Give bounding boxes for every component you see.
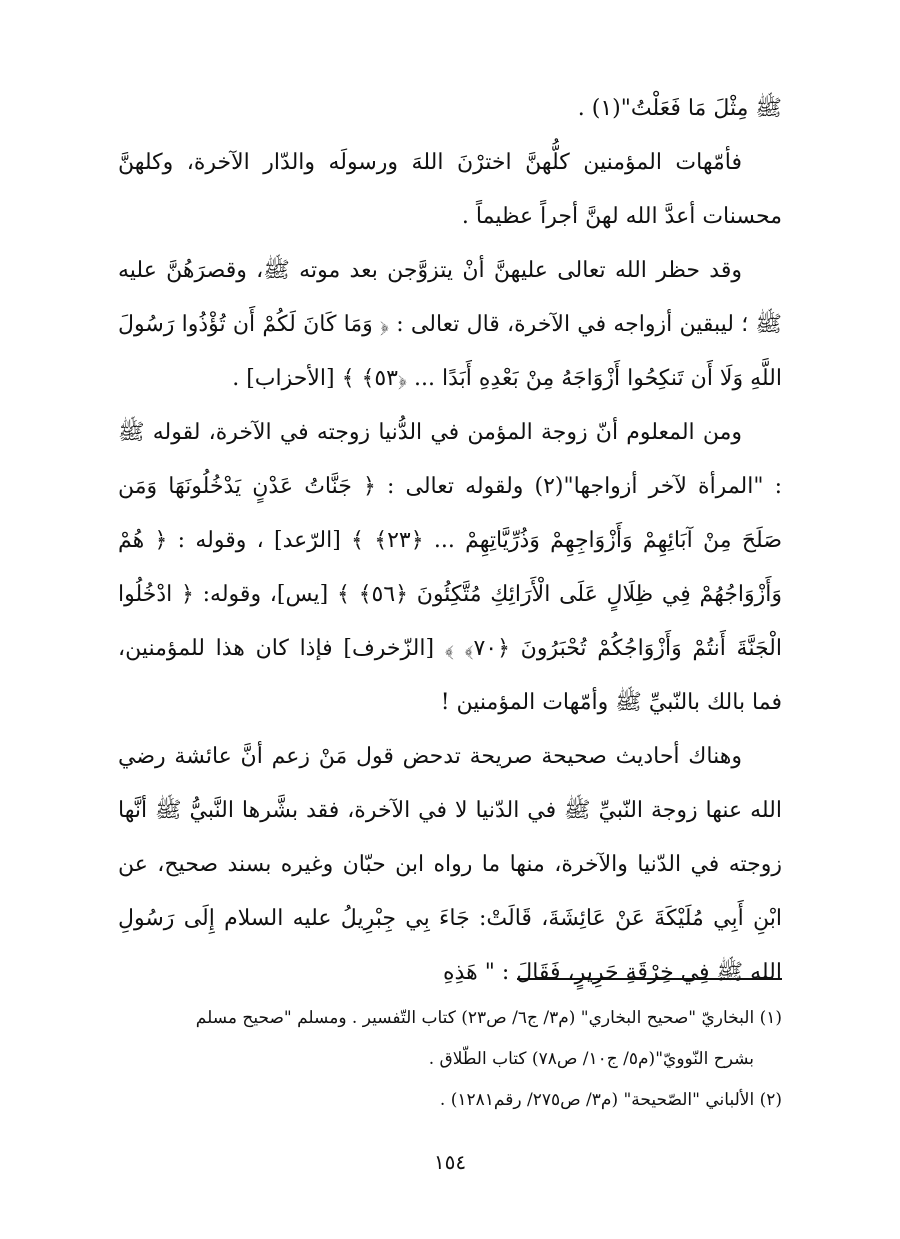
footnote-1-continuation: بشرح النّوويّ"(م٥/ ج١٠/ ص٧٨) كتاب الطّلاق . — [428, 1049, 754, 1069]
footnotes — [118, 998, 782, 1121]
paragraph-aisha-hadiths: وهناك أحاديث صحيحة صريحة تدحض قول مَنْ زعم أنَّ عائشة رضي الله عنها زوجة النّبيِّ ﷺ في الدّنيا لا في الآخرة، فقد بشَّرها النَّبيُّ ﷺ أنَّها زوجته في الدّنيا والآخرة، منها ما رواه ابن حبّان وغيره بسند صحيح، عن ابْنِ أَبِي مُلَيْكَةَ عَنْ عَائِشَةَ، قَالَتْ: جَاءَ بِي جِبْرِيلُ عليه السلام إِلَى رَسُولِ الله ﷺ فِي خِرْقَةِ حَرِيرٍ، فَقَالَ : " هَذِهِ — [118, 744, 782, 985]
paragraph-wife-in-hereafter: ومن المعلوم أنّ زوجة المؤمن في الدُّنيا زوجته في الآخرة، لقوله ﷺ : "المرأة لآخر أزواجها"(٢) ولقوله تعالى : ﴿ جَنَّاتُ عَدْنٍ يَدْخُلُونَهَا وَمَن صَلَحَ مِنْ آبَائِهِمْ وَأَزْوَاجِهِمْ وَذُرِّيَّاتِهِمْ ... ﴿٢٣﴾ ﴾ [الرّعد] ، وقوله : ﴿ هُمْ وَأَزْوَاجُهُمْ فِي ظِلَالٍ عَلَى الْأَرَائِكِ مُتَّكِئُونَ ﴿٥٦﴾ ﴾ [يس]، وقوله: ﴿ ادْخُلُوا الْجَنَّةَ أَنتُمْ وَأَزْوَاجُكُمْ تُحْبَرُونَ ﴿٧٠﴾ ﴾ [الزّخرف] فإذا كان هذا للمؤمنين، فما بالك بالنّبيِّ ﷺ وأمّهات المؤمنين ! — [118, 420, 783, 715]
paragraph-marriage-prohibition: وقد حظر الله تعالى عليهنَّ أنْ يتزوَّجن بعد موته ﷺ، وقصرَهُنَّ عليه ﷺ ؛ ليبقين أزواجه في الآخرة، قال تعالى : ﴿ وَمَا كَانَ لَكُمْ أَن تُؤْذُوا رَسُولَ اللَّهِ وَلَا أَن تَنكِحُوا أَزْوَاجَهُ مِنْ بَعْدِهِ أَبَدًا ... ﴿٥٣﴾ ﴾ [الأحزاب] . — [118, 258, 782, 391]
paragraph-continuation: ﷺ مِثْلَ مَا فَعَلْتُ"(١) . — [577, 96, 782, 121]
page-number: ١٥٤ — [433, 1150, 467, 1174]
main-text — [118, 82, 782, 1000]
paragraph-mothers-of-believers: فأمّهات المؤمنين كلُّهنَّ اخترْنَ اللهَ ورسولَه والدّار الآخرة، وكلهنَّ محسنات أعدَّ الله لهنَّ أجراً عظيماً . — [118, 150, 782, 229]
footnote-divider — [517, 978, 782, 980]
footnote-1: (١) البخاريّ "صحيح البخاري" (م٣/ ج٦/ ص٢٣) كتاب التّفسير . ومسلم "صحيح مسلم — [195, 1008, 782, 1028]
footnote-2: (٢) الألباني "الصّحيحة" (م٣/ ص٢٧٥/ رقم١٢٨١) . — [439, 1090, 782, 1110]
book-page — [118, 82, 782, 1239]
